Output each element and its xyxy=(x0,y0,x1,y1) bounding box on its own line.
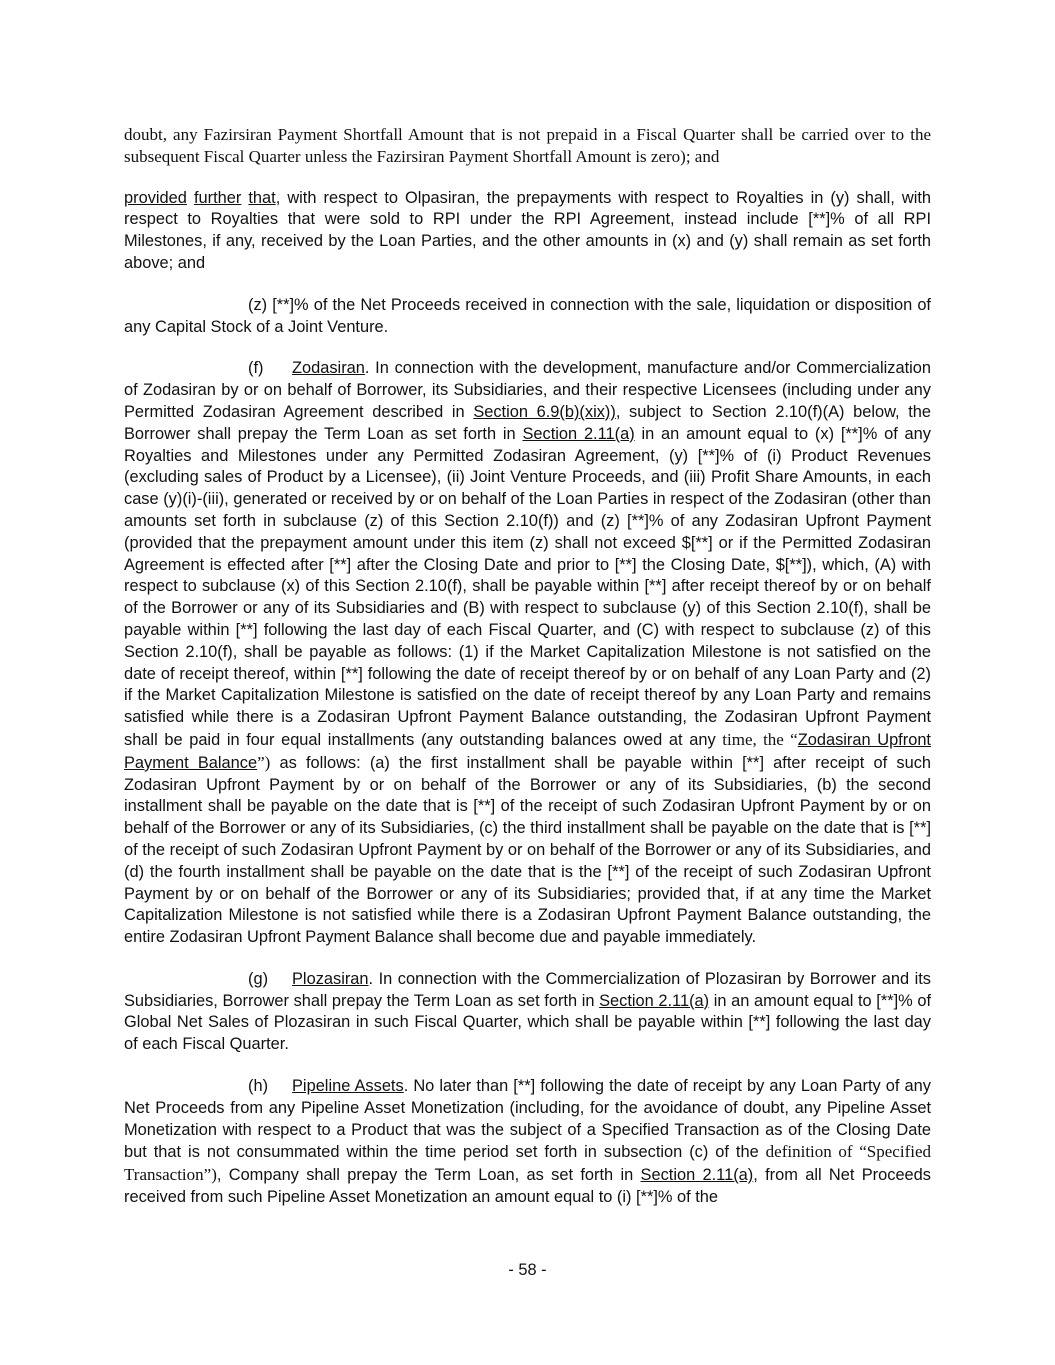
section-f-text-2: , subject to Section 2.10(f)(A) below, the Borrower shall prepay the Term Loan as set forth in xyxy=(124,402,931,443)
section-h-text-serif: definition of “Specified Transaction”) xyxy=(124,1142,931,1185)
section-f-text-1: . In connection with the development, manufacture and/or Commercialization of Zodasiran by or on behalf of Borrower, its Subsidiaries, and their respective Licensees (including under any Permitted Zodasiran Agreement described in xyxy=(124,359,931,421)
document-body xyxy=(124,124,931,1229)
section-f-heading: Zodasiran xyxy=(292,359,365,378)
section-h-heading: Pipeline Assets xyxy=(292,1077,404,1096)
paragraph-z: (z) [**]% of the Net Proceeds received in connection with the sale, liquidation or disposition of any Capital Stock of a Joint Venture. xyxy=(124,295,931,336)
section-f-text-5: as follows: (a) the first installment shall be payable within [**] after receipt of such Zodasiran Upfront Payment by or on behalf of the Borrower or any of its Subsidiaries, (b) the second installment shall be payable on the date that is [**] of the receipt of such Zodasiran Upfront Payment by or on behalf of the Borrower or any of its Subsidiaries, (c) the third installment shall be payable on the date that is [**] of the receipt of such Zodasiran Upfront Payment by or on behalf of the Borrower or any of its Subsidiaries, and (d) the fourth installment shall be payable on the date that is the [**] of the receipt of such Zodasiran Upfront Payment by or on behalf of the Borrower or any of its Subsidiaries; provided that, if at any time the Market Capitalization Milestone is not satisfied while there is a Zodasiran Upfront Payment Balance outstanding, the entire Zodasiran Upfront Payment Balance shall become due and payable immediately. xyxy=(124,753,932,947)
paragraph-proviso xyxy=(124,188,931,275)
paragraph-carryover: doubt, any Fazirsiran Payment Shortfall Amount that is not prepaid in a Fiscal Quarter shall be carried over to the subsequent Fiscal Quarter unless the Fazirsiran Payment Shortfall Amount is zero); and xyxy=(124,125,931,166)
page-number: - 58 - xyxy=(508,1261,547,1279)
section-h-text-3: , from all Net Proceeds received from such Pipeline Asset Monetization an amount equal to (i) [**]% of the xyxy=(124,1166,931,1207)
proviso-word-further: further xyxy=(193,188,242,207)
section-f-ref-2-11a: Section 2.11(a) xyxy=(522,424,635,443)
section-f-zodasiran xyxy=(124,358,931,949)
section-f-label: (f) xyxy=(248,359,264,378)
section-h-label: (h) xyxy=(248,1077,269,1096)
section-h-ref-2-11a: Section 2.11(a) xyxy=(640,1166,754,1185)
section-g-plozasiran xyxy=(124,969,931,1056)
section-h-text-2: , Company shall prepay the Term Loan, as set forth in xyxy=(216,1166,641,1185)
section-g-ref-2-11a: Section 2.11(a) xyxy=(599,991,710,1010)
section-f-text-3: in an amount equal to (x) [**]% of any Royalties and Milestones under any Permitted Zodasiran Agreement, (y) [**]% of (i) Product Revenues (excluding sales of Product by a Licensee), (ii) Joint Venture Proceeds, and (iii) Profit Share Amounts, in each case (y)(i)-(iii), generated or received by or on behalf of the Loan Parties in respect of the Zodasiran (other than amounts set forth in subclause (z) of this Section 2.10(f)) and (z) [**]% of any Zodasiran Upfront Payment (provided that the prepayment amount under this item (z) shall not exceed $[**] or if the Permitted Zodasiran Agreement is effected after [**] after the Closing Date and prior to [**] the Closing Date, $[**]), which, (A) with respect to subclause (x) of this Section 2.10(f), shall be payable within [**] after receipt thereof by or on behalf of the Borrower or any of its Subsidiaries and (B) with respect to subclause (y) of this Section 2.10(f), shall be payable within [**] following the last day of each Fiscal Quarter, and (C) with respect to subclause (z) of this Section 2.10(f), shall be payable as follows: (1) if the Market Capitalization Milestone is not satisfied on the date of receipt thereof, within [**] following the date of receipt thereof by or on behalf of any Loan Party and (2) if the Market Capitalization Milestone is satisfied on the date of receipt thereof by any Loan Party and remains satisfied while there is a Zodasiran Upfront Payment Balance outstanding, the Zodasiran Upfront Payment shall be paid in four equal installments (any outstanding balances owed at any xyxy=(124,424,931,749)
section-f-text-serif-open: time, the “ xyxy=(722,729,798,749)
section-g-text-1: . In connection with the Commercialization of Plozasiran by Borrower and its Subsidiaries, Borrower shall prepay the Term Loan as set forth in xyxy=(124,969,931,1010)
section-g-text-2: in an amount equal to [**]% of Global Net Sales of Plozasiran in such Fiscal Quarter, which shall be payable within [**] following the last day of each Fiscal Quarter. xyxy=(124,991,931,1054)
section-f-defined-term: Zodasiran Upfront Payment Balance xyxy=(124,730,931,772)
section-g-heading: Plozasiran xyxy=(292,969,369,988)
section-f-ref-6-9: Section 6.9(b)(xix)) xyxy=(473,402,616,421)
proviso-word-that: that xyxy=(248,188,276,207)
section-f-text-serif-close: ”) xyxy=(257,752,271,772)
section-g-label: (g) xyxy=(248,969,269,988)
proviso-word-provided: provided xyxy=(124,188,187,207)
section-h-pipeline-assets xyxy=(124,1076,931,1209)
section-h-text-1: . No later than [**] following the date of receipt by any Loan Party of any Net Proceeds from any Pipeline Asset Monetization (including, for the avoidance of doubt, any Pipeline Asset Monetization with respect to a Product that was the subject of a Specified Transaction as of the Closing Date but that is not consummated within the time period set forth in subsection (c) of the xyxy=(124,1077,931,1162)
proviso-text: , with respect to Olpasiran, the prepayments with respect to Royalties in (y) shall, with respect to Royalties that were sold to RPI under the RPI Agreement, instead include [**]% of all RPI Milestones, if any, received by the Loan Parties, and the other amounts in (x) and (y) shall remain as set forth above; and xyxy=(124,188,932,272)
